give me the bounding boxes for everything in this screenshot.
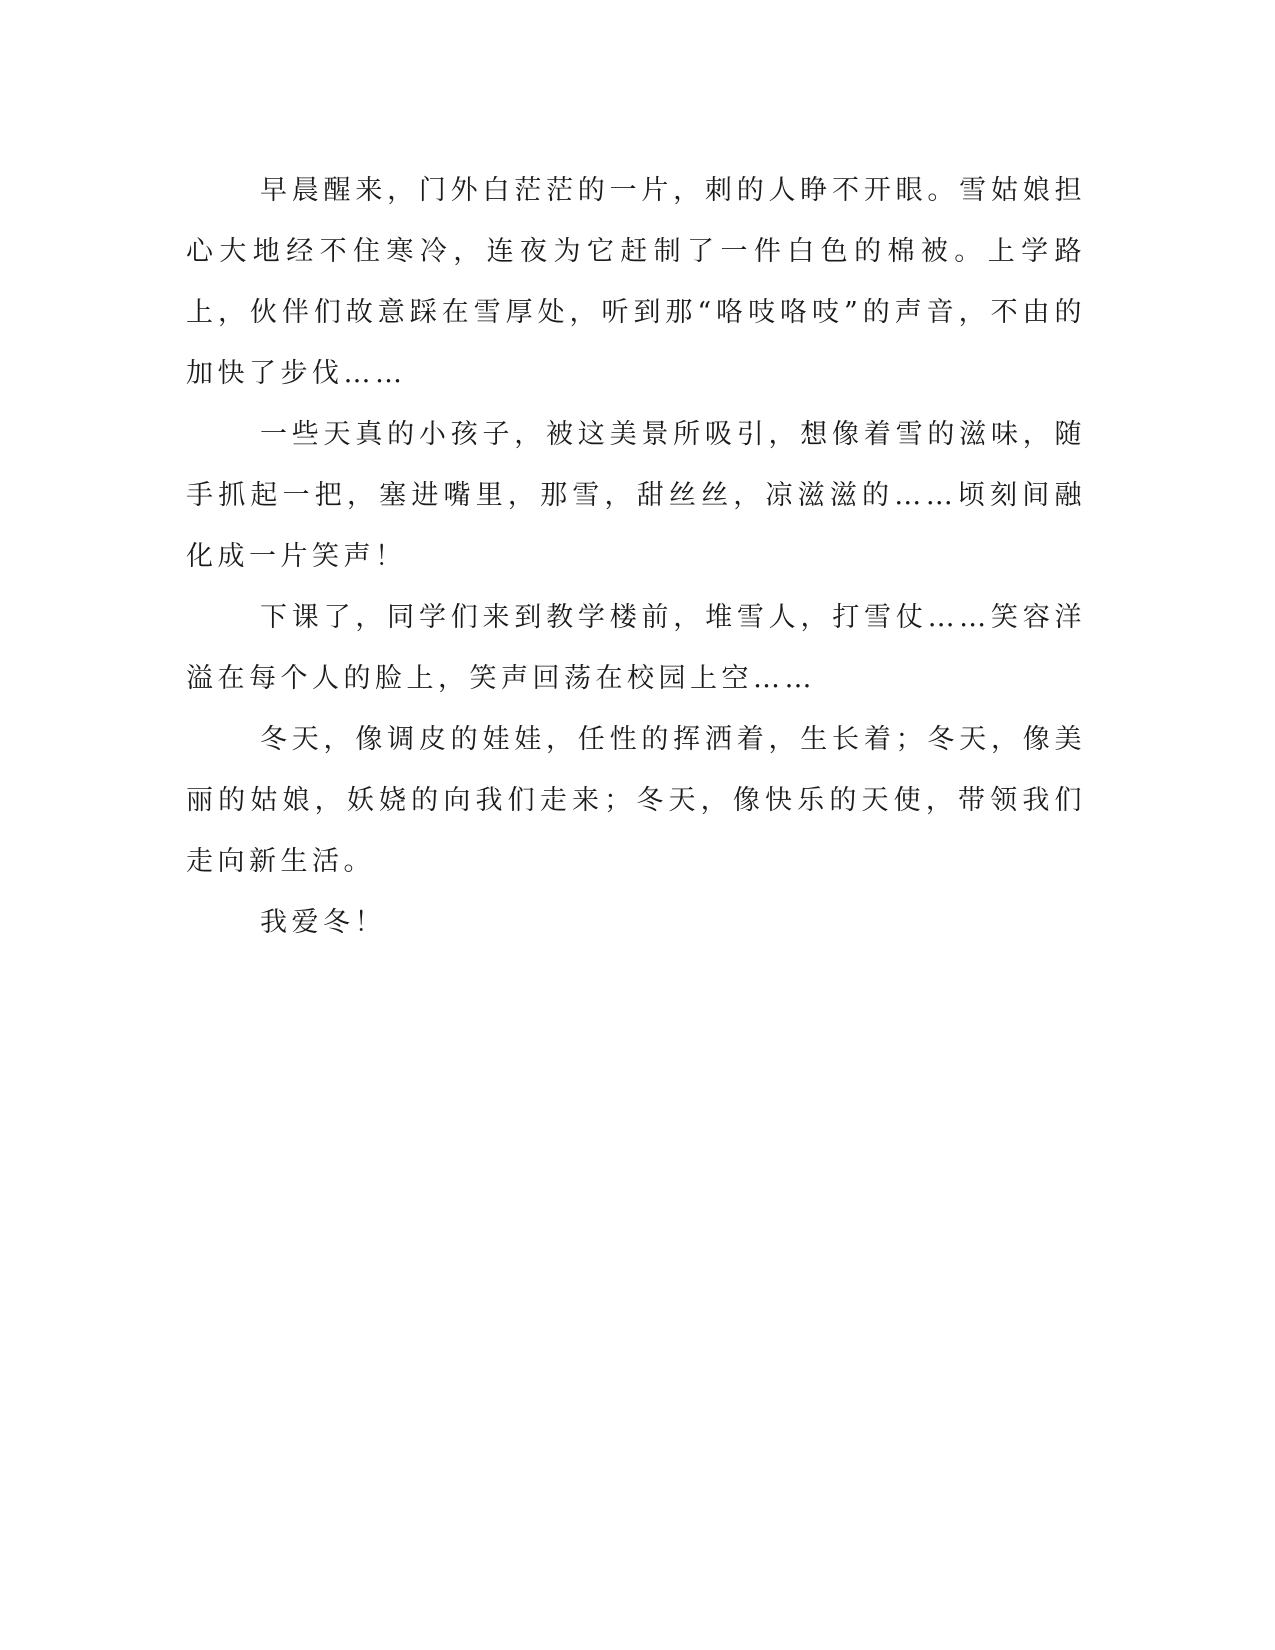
paragraph-2: 一些天真的小孩子，被这美景所吸引，想像着雪的滋味，随手抓起一把，塞进嘴里，那雪，甜丝丝，凉滋滋的……顷刻间融化成一片笑声！ (186, 419, 1086, 572)
paragraph-3: 下课了，同学们来到教学楼前，堆雪人，打雪仗……笑容洋溢在每个人的脸上，笑声回荡在校园上空…… (186, 602, 1086, 694)
paragraph-1: 早晨醒来，门外白茫茫的一片，刺的人睁不开眼。雪姑娘担心大地经不住寒冷，连夜为它赶制了一件白色的棉被。上学路上，伙伴们故意踩在雪厚处，听到那“咯吱咯吱”的声音，不由的加快了步伐…… (186, 175, 1086, 389)
document-body (186, 160, 1086, 953)
paragraph-5: 我爱冬！ (260, 907, 386, 938)
paragraph-4: 冬天，像调皮的娃娃，任性的挥洒着，生长着；冬天，像美丽的姑娘，妖娆的向我们走来；冬天，像快乐的天使，带领我们走向新生活。 (186, 724, 1086, 877)
